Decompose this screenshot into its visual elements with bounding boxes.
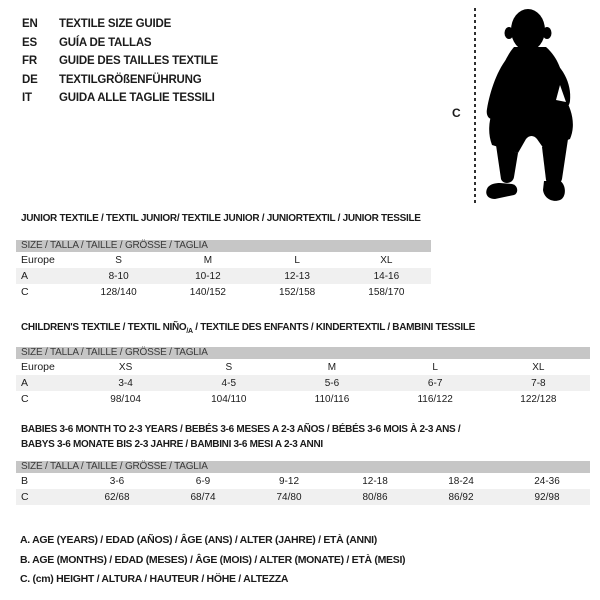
value-cell: 6-7 <box>384 375 487 391</box>
value-cell: 14-16 <box>342 268 431 284</box>
table-row <box>16 284 431 300</box>
table-row <box>16 268 431 284</box>
language-row <box>22 34 218 53</box>
size-cell: M <box>203 254 213 266</box>
height-measure-label: C <box>452 106 461 120</box>
value-cell: 18-24 <box>448 475 474 487</box>
value-cell: 6-9 <box>195 475 211 487</box>
size-header-bar: SIZE / TALLA / TAILLE / GRÖSSE / TAGLIA <box>16 347 590 359</box>
table-row <box>16 252 431 268</box>
value-cell: 128/140 <box>100 286 137 298</box>
value-cell: 12-13 <box>253 268 342 284</box>
row-label-cell: C <box>21 393 29 405</box>
note-line: A. AGE (YEARS) / EDAD (AÑOS) / ÂGE (ANS) / ALTER (JAHRE) / ETÀ (ANNI) <box>20 534 377 546</box>
size-cell: L <box>294 254 300 266</box>
table-row <box>16 489 590 505</box>
value-cell: 12-18 <box>362 475 388 487</box>
junior-size-table <box>16 240 431 300</box>
value-cell: 3-6 <box>109 475 125 487</box>
value-cell: 122/128 <box>520 393 557 405</box>
note-line: B. AGE (MONTHS) / EDAD (MESES) / ÂGE (MOIS) / ALTER (MONATE) / ETÀ (MESI) <box>20 553 406 566</box>
value-cell: 158/170 <box>368 286 405 298</box>
value-cell: 116/122 <box>417 393 453 405</box>
children-title-text: CHILDREN'S TEXTILE / TEXTIL NIÑO <box>21 322 187 333</box>
value-cell: 7-8 <box>487 375 590 391</box>
size-cell: XS <box>118 361 133 373</box>
language-code: IT <box>22 92 32 104</box>
size-cell: S <box>115 254 122 266</box>
row-label-cell: C <box>16 489 74 505</box>
value-cell: 8-10 <box>74 268 163 284</box>
language-code: ES <box>22 36 37 49</box>
value-cell: 98/104 <box>110 393 141 405</box>
language-title: TEXTILGRÖßENFÜHRUNG <box>59 73 202 86</box>
size-header-row <box>16 461 590 473</box>
language-title: GUÍA DE TALLAS <box>59 36 152 49</box>
value-cell: 74/80 <box>246 489 332 505</box>
language-title: GUIDA ALLE TAGLIE TESSILI <box>59 92 215 104</box>
table-row <box>16 359 590 375</box>
row-label-cell: C <box>21 286 29 298</box>
value-cell: 110/116 <box>314 393 350 405</box>
value-cell: 68/74 <box>160 489 246 505</box>
size-header-bar: SIZE / TALLA / TAILLE / GRÖSSE / TAGLIA <box>16 240 431 252</box>
language-row <box>22 71 218 90</box>
language-row <box>22 15 218 34</box>
size-cell: XL <box>380 254 393 266</box>
value-cell: 9-12 <box>278 475 299 487</box>
baby-silhouette-icon <box>484 7 596 205</box>
language-title: TEXTILE SIZE GUIDE <box>59 18 172 30</box>
size-header-bar: SIZE / TALLA / TAILLE / GRÖSSE / TAGLIA <box>16 461 590 473</box>
value-cell: 104/110 <box>211 393 247 405</box>
value-cell: 24-36 <box>534 475 560 487</box>
table-row <box>16 391 590 407</box>
size-cell: XL <box>532 361 545 373</box>
row-label-cell: Europe <box>21 361 55 373</box>
value-cell: 92/98 <box>504 489 590 505</box>
language-title: GUIDE DES TAILLES TEXTILE <box>59 55 218 67</box>
legend-notes <box>20 531 405 590</box>
babies-table-title <box>21 423 460 452</box>
note-line: C. (cm) HEIGHT / ALTURA / HAUTEUR / HÖHE / ALTEZZA <box>20 573 289 585</box>
babies-size-table <box>16 461 590 505</box>
value-cell: 80/86 <box>332 489 418 505</box>
size-header-row <box>16 240 431 252</box>
value-cell: 86/92 <box>418 489 504 505</box>
babies-title-line: BABYS 3-6 MONATE BIS 2-3 JAHRE / BAMBINI 3-6 MESI A 2-3 ANNI <box>21 438 323 450</box>
row-label-cell: B <box>21 475 29 487</box>
language-code: FR <box>22 55 37 67</box>
language-row <box>22 89 218 108</box>
table-row <box>16 375 590 391</box>
language-row <box>22 52 218 71</box>
language-code: EN <box>22 18 38 30</box>
value-cell: 10-12 <box>163 268 252 284</box>
value-cell: 152/158 <box>279 286 316 298</box>
value-cell: 4-5 <box>177 375 280 391</box>
size-cell: L <box>432 361 438 373</box>
junior-table-title: JUNIOR TEXTILE / TEXTIL JUNIOR/ TEXTILE JUNIOR / JUNIORTEXTIL / JUNIOR TESSILE <box>21 213 421 224</box>
row-label-cell: A <box>16 268 74 284</box>
babies-title-line: BABIES 3-6 MONTH TO 2-3 YEARS / BEBÉS 3-6 MESES A 2-3 AÑOS / BÉBÉS 3-6 MOIS À 2-3 ANS / <box>21 424 461 435</box>
value-cell: 140/152 <box>189 286 226 298</box>
value-cell: 62/68 <box>74 489 160 505</box>
row-label-cell: A <box>16 375 74 391</box>
children-table-title <box>21 321 475 340</box>
size-cell: M <box>327 361 337 373</box>
value-cell: 3-4 <box>74 375 177 391</box>
height-measure-dashed-line <box>474 8 476 206</box>
children-title-subscript: /A <box>186 328 193 335</box>
table-row <box>16 473 590 489</box>
language-code: DE <box>22 73 38 86</box>
language-title-list <box>22 15 218 108</box>
value-cell: 5-6 <box>280 375 383 391</box>
children-size-table <box>16 347 590 407</box>
size-cell: S <box>225 361 233 373</box>
size-header-row <box>16 347 590 359</box>
row-label-cell: Europe <box>21 254 55 266</box>
children-title-text: / TEXTILE DES ENFANTS / KINDERTEXTIL / BAMBINI TESSILE <box>192 322 476 333</box>
